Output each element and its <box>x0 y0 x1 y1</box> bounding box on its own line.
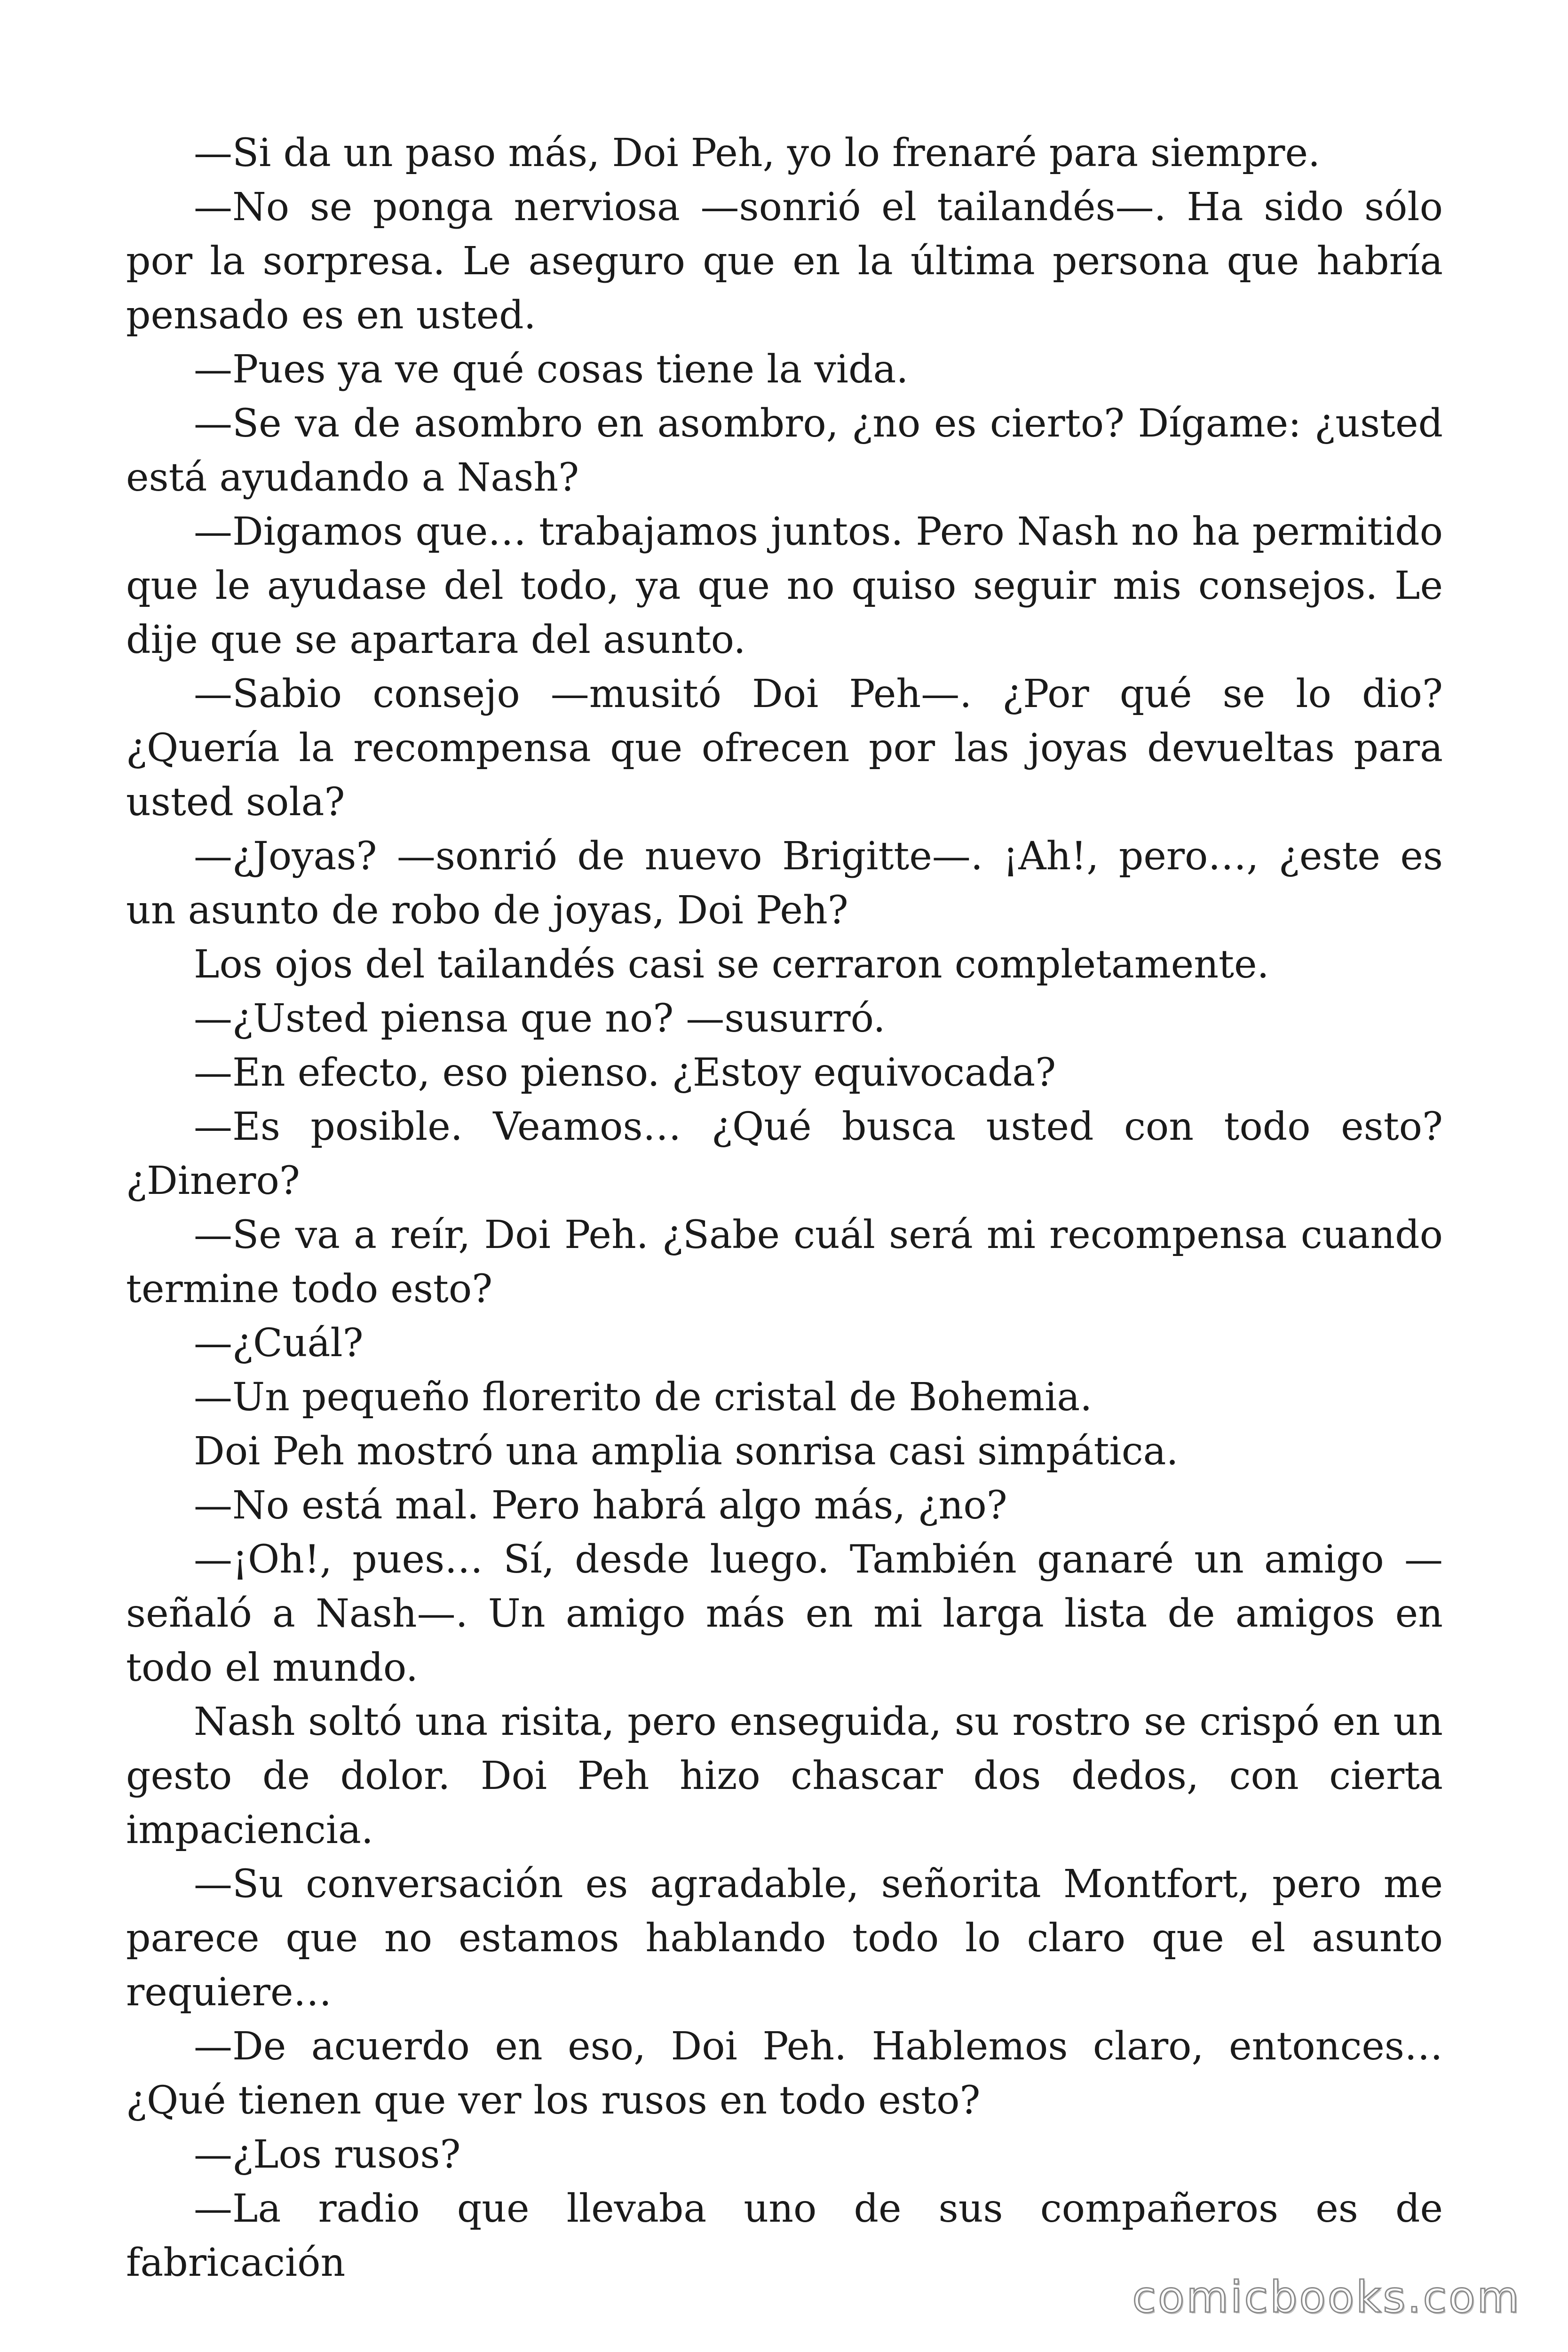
paragraph: Nash soltó una risita, pero enseguida, su rostro se crispó en un gesto de dolor. Doi Peh hizo chascar dos dedos, con cierta impaciencia. <box>126 1700 1443 1852</box>
paragraph: —De acuerdo en eso, Doi Peh. Hablemos claro, entonces… ¿Qué tienen que ver los rusos en todo esto? <box>126 2024 1443 2123</box>
paragraph: —Sabio consejo —musitó Doi Peh—. ¿Por qué se lo dio? ¿Quería la recompensa que ofrecen por las joyas devueltas para usted sola? <box>126 672 1443 825</box>
watermark: comicbooks.com <box>1132 2272 1521 2322</box>
paragraph: —¿Cuál? <box>194 1321 364 1366</box>
paragraph: —No está mal. Pero habrá algo más, ¿no? <box>194 1483 1007 1528</box>
paragraph: Doi Peh mostró una amplia sonrisa casi simpática. <box>194 1429 1179 1474</box>
paragraph: —¿Usted piensa que no? —susurró. <box>194 996 886 1041</box>
paragraph: —Se va de asombro en asombro, ¿no es cierto? Dígame: ¿usted está ayudando a Nash? <box>126 401 1443 500</box>
paragraph: —¿Joyas? —sonrió de nuevo Brigitte—. ¡Ah!, pero…, ¿este es un asunto de robo de joyas, Doi Peh? <box>126 834 1443 933</box>
paragraph: —Un pequeño florerito de cristal de Bohemia. <box>194 1375 1093 1420</box>
paragraph: —¿Los rusos? <box>194 2132 461 2177</box>
paragraph: —Si da un paso más, Doi Peh, yo lo frenaré para siempre. <box>194 131 1321 175</box>
paragraph: —La radio que llevaba uno de sus compañeros es de fabricación <box>126 2186 1443 2285</box>
paragraph: —Digamos que… trabajamos juntos. Pero Nash no ha permitido que le ayudase del todo, ya que no quiso seguir mis consejos. Le dije que se apartara del asunto. <box>126 509 1443 662</box>
paragraph: Los ojos del tailandés casi se cerraron completamente. <box>194 942 1269 987</box>
paragraph: —Es posible. Veamos… ¿Qué busca usted con todo esto? ¿Dinero? <box>126 1104 1443 1203</box>
paragraph: —Pues ya ve qué cosas tiene la vida. <box>194 347 909 392</box>
page-body <box>126 126 1443 2290</box>
paragraph: —No se ponga nerviosa —sonrió el tailandés—. Ha sido sólo por la sorpresa. Le aseguro que en la última persona que habría pensado es en usted. <box>126 185 1443 338</box>
paragraph: —¡Oh!, pues… Sí, desde luego. También ganaré un amigo —señaló a Nash—. Un amigo más en mi larga lista de amigos en todo el mundo. <box>126 1537 1443 1690</box>
paragraph: —Se va a reír, Doi Peh. ¿Sabe cuál será mi recompensa cuando termine todo esto? <box>126 1213 1443 1311</box>
paragraph: —Su conversación es agradable, señorita Montfort, pero me parece que no estamos hablando todo lo claro que el asunto requiere… <box>126 1862 1443 2015</box>
paragraph: —En efecto, eso pienso. ¿Estoy equivocada? <box>194 1050 1056 1095</box>
